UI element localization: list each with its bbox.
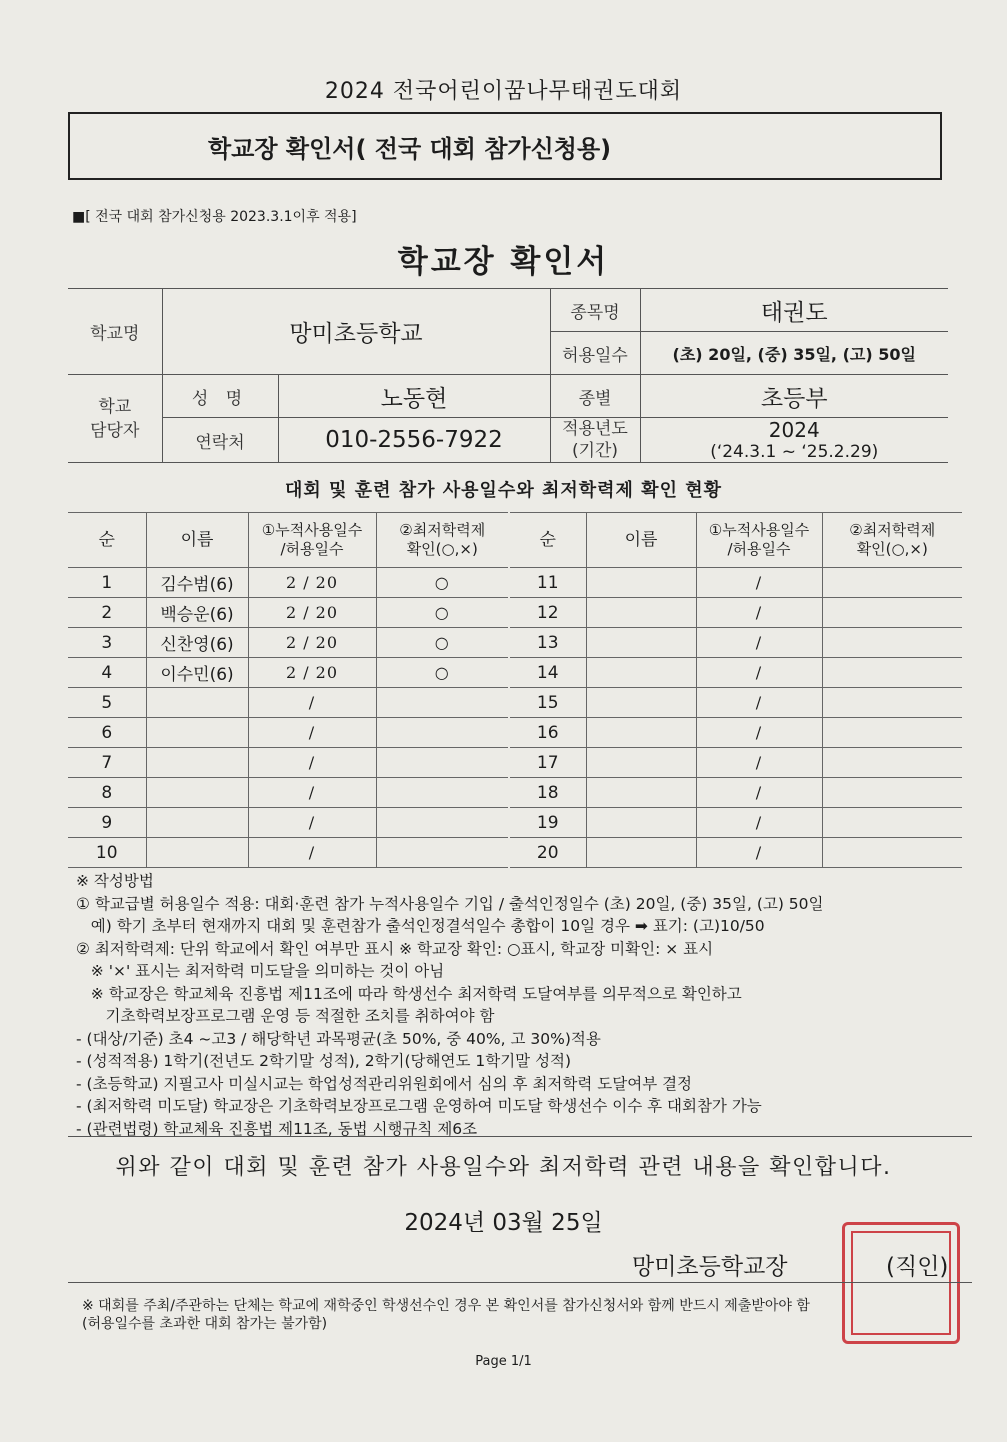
academic-check: ○ <box>376 628 508 658</box>
academic-check <box>822 598 962 628</box>
usage-table-left <box>68 512 508 868</box>
usage-days: / <box>696 778 822 808</box>
row-number: 9 <box>68 808 146 838</box>
form-title-box <box>68 112 942 180</box>
writing-method <box>76 870 956 1140</box>
method-line: ② 최저학력제: 단위 학교에서 확인 여부만 표시 ※ 학교장 확인: ○표시, 학교장 미확인: × 표시 <box>76 939 714 958</box>
table-row <box>510 628 962 658</box>
header-days: ①누적사용일수 /허용일수 <box>696 513 822 568</box>
page-number: Page 1/1 <box>475 1354 532 1369</box>
issue-date: 2024년 03월 25일 <box>404 1210 603 1236</box>
academic-check <box>822 778 962 808</box>
header-no: 순 <box>68 513 146 568</box>
academic-check <box>376 838 508 868</box>
table-row <box>68 718 508 748</box>
table-row <box>68 688 508 718</box>
table-row <box>68 808 508 838</box>
academic-check <box>376 808 508 838</box>
usage-days: / <box>248 808 376 838</box>
method-line: ① 학교급별 허용일수 적용: 대회·훈련 참가 누적사용일수 기입 / 출석인정일수 (초) 20일, (중) 35일, (고) 50일 <box>76 894 824 913</box>
academic-check <box>376 718 508 748</box>
method-line: - (최저학력 미도달) 학교장은 기초학력보장프로그램 운영하여 미도달 학생선수 이수 후 대회참가 가능 <box>76 1097 762 1115</box>
table-row <box>68 658 508 688</box>
divider <box>68 1136 972 1137</box>
academic-check <box>822 628 962 658</box>
usage-days: / <box>696 748 822 778</box>
header-name: 이름 <box>146 513 248 568</box>
method-line: ※ 작성방법 <box>76 872 154 890</box>
usage-days: / <box>696 718 822 748</box>
table-row <box>68 568 508 598</box>
table-row <box>68 598 508 628</box>
row-number: 12 <box>510 598 586 628</box>
document-title: 학교장 확인서 <box>397 244 610 280</box>
method-line: 기초학력보장프로그램 운영 등 적절한 조치를 취하여야 함 <box>76 1007 495 1025</box>
table-row <box>510 688 962 718</box>
student-name: 백승운(6) <box>146 598 248 628</box>
table-row <box>510 748 962 778</box>
footnote-line: ※ 대회를 주최/주관하는 단체는 학교에 재학중인 학생선수인 경우 본 확인서를 참가신청서와 함께 반드시 제출받아야 함 <box>82 1298 810 1314</box>
academic-check <box>822 808 962 838</box>
contact-label: 연락처 <box>162 418 278 463</box>
usage-table-right <box>510 512 962 868</box>
school-value: 망미초등학교 <box>162 289 550 375</box>
table-row <box>68 748 508 778</box>
row-number: 8 <box>68 778 146 808</box>
student-name <box>586 628 696 658</box>
divider <box>68 1282 972 1283</box>
row-number: 2 <box>68 598 146 628</box>
applicable-note: ■[ 전국 대회 참가신청용 2023.3.1이후 적용] <box>72 209 357 225</box>
contact-value: 010-2556-7922 <box>278 418 550 463</box>
usage-days: / <box>696 688 822 718</box>
usage-days: / <box>696 568 822 598</box>
academic-check <box>822 658 962 688</box>
table-row <box>510 598 962 628</box>
table-row <box>510 808 962 838</box>
year-cell <box>640 418 948 463</box>
academic-check <box>376 778 508 808</box>
method-line: ※ '×' 표시는 최저학력 미도달을 의미하는 것이 아님 <box>76 962 445 980</box>
form-title: 학교장 확인서( 전국 대회 참가신청용) <box>208 134 612 163</box>
method-line: - (초등학교) 지필고사 미실시교는 학업성적관리위원회에서 심의 후 최저학력 도달여부 결정 <box>76 1074 693 1093</box>
academic-check: ○ <box>376 658 508 688</box>
official-seal <box>842 1222 960 1344</box>
student-name <box>146 808 248 838</box>
student-name <box>586 718 696 748</box>
usage-days: / <box>696 628 822 658</box>
student-name <box>586 568 696 598</box>
usage-days: / <box>696 658 822 688</box>
row-number: 7 <box>68 748 146 778</box>
method-line: 예) 학기 초부터 현재까지 대회 및 훈련참가 출석인정결석일수 총합이 10일 경우 ➡ 표기: (고)10/50 <box>76 917 765 935</box>
row-number: 18 <box>510 778 586 808</box>
event-title: 2024 전국어린이꿈나무태권도대회 <box>324 79 683 104</box>
year-value: 2024 <box>768 418 820 442</box>
usage-days: 2 / 20 <box>248 598 376 628</box>
usage-days: / <box>248 778 376 808</box>
academic-check <box>376 688 508 718</box>
header-name: 이름 <box>586 513 696 568</box>
student-name <box>586 658 696 688</box>
usage-days: / <box>248 718 376 748</box>
header-days: ①누적사용일수 /허용일수 <box>248 513 376 568</box>
student-name <box>146 778 248 808</box>
student-name <box>146 748 248 778</box>
row-number: 15 <box>510 688 586 718</box>
academic-check <box>822 718 962 748</box>
method-line: - (대상/기준) 초4 ~고3 / 해당학년 과목평균(초 50%, 중 40%, 고 30%)적용 <box>76 1029 601 1048</box>
usage-subtitle: 대회 및 훈련 참가 사용일수와 최저학력제 확인 현황 <box>284 480 722 501</box>
academic-check: ○ <box>376 598 508 628</box>
row-number: 11 <box>510 568 586 598</box>
academic-check <box>376 748 508 778</box>
usage-days: 2 / 20 <box>248 568 376 598</box>
header-academic: ②최저학력제 확인(○,×) <box>822 513 962 568</box>
usage-days: / <box>696 598 822 628</box>
sport-label: 종목명 <box>550 289 640 332</box>
usage-days: 2 / 20 <box>248 658 376 688</box>
academic-check <box>822 568 962 598</box>
student-name <box>586 838 696 868</box>
academic-check: ○ <box>376 568 508 598</box>
student-name <box>586 748 696 778</box>
school-label: 학교명 <box>68 289 162 375</box>
seal-label: (직인) <box>886 1254 949 1280</box>
method-line: ※ 학교장은 학교체육 진흥법 제11조에 따라 학생선수 최저학력 도달여부를 의무적으로 확인하고 <box>76 984 742 1003</box>
footnote <box>82 1297 810 1333</box>
name-label: 성 명 <box>162 375 278 418</box>
row-number: 6 <box>68 718 146 748</box>
academic-check <box>822 838 962 868</box>
division-value: 초등부 <box>640 375 948 418</box>
info-table <box>68 288 948 463</box>
division-label: 종별 <box>550 375 640 418</box>
header-academic: ②최저학력제 확인(○,×) <box>376 513 508 568</box>
usage-days: / <box>696 838 822 868</box>
table-row <box>510 838 962 868</box>
table-row <box>510 568 962 598</box>
student-name <box>586 688 696 718</box>
manager-name: 노동현 <box>278 375 550 418</box>
row-number: 14 <box>510 658 586 688</box>
student-name: 김수범(6) <box>146 568 248 598</box>
allowed-days-label: 허용일수 <box>550 332 640 375</box>
row-number: 17 <box>510 748 586 778</box>
usage-days: 2 / 20 <box>248 628 376 658</box>
student-name <box>146 718 248 748</box>
table-row <box>68 778 508 808</box>
usage-days: / <box>696 808 822 838</box>
table-row <box>510 658 962 688</box>
allowed-days-value: (초) 20일, (중) 35일, (고) 50일 <box>640 332 948 375</box>
row-number: 19 <box>510 808 586 838</box>
row-number: 5 <box>68 688 146 718</box>
student-name <box>586 598 696 628</box>
manager-label: 학교 담당자 <box>68 375 162 463</box>
student-name: 신찬영(6) <box>146 628 248 658</box>
header-no: 순 <box>510 513 586 568</box>
student-name <box>146 688 248 718</box>
confirmation-text: 위와 같이 대회 및 훈련 참가 사용일수와 최저학력 관련 내용을 확인합니다. <box>115 1155 892 1180</box>
usage-days: / <box>248 838 376 868</box>
table-row <box>68 628 508 658</box>
table-row <box>68 838 508 868</box>
academic-check <box>822 688 962 718</box>
table-row <box>510 718 962 748</box>
row-number: 3 <box>68 628 146 658</box>
row-number: 20 <box>510 838 586 868</box>
year-label: 적용년도 (기간) <box>550 418 640 463</box>
row-number: 1 <box>68 568 146 598</box>
method-line: - (관련법령) 학교체육 진흥법 제11조, 동법 시행규칙 제6조 <box>76 1119 478 1138</box>
student-name: 이수민(6) <box>146 658 248 688</box>
principal-name: 망미초등학교장 <box>632 1254 788 1280</box>
sport-value: 태권도 <box>640 289 948 332</box>
usage-days: / <box>248 688 376 718</box>
footnote-line: (허용일수를 초과한 대회 참가는 불가함) <box>82 1316 328 1332</box>
student-name <box>586 778 696 808</box>
method-line: - (성적적용) 1학기(전년도 2학기말 성적), 2학기(당해연도 1학기말 성적) <box>76 1052 572 1070</box>
table-row <box>510 778 962 808</box>
academic-check <box>822 748 962 778</box>
student-name <box>146 838 248 868</box>
row-number: 4 <box>68 658 146 688</box>
row-number: 13 <box>510 628 586 658</box>
row-number: 10 <box>68 838 146 868</box>
usage-days: / <box>248 748 376 778</box>
student-name <box>586 808 696 838</box>
period-value: (‘24.3.1 ~ ‘25.2.29) <box>710 442 879 462</box>
row-number: 16 <box>510 718 586 748</box>
